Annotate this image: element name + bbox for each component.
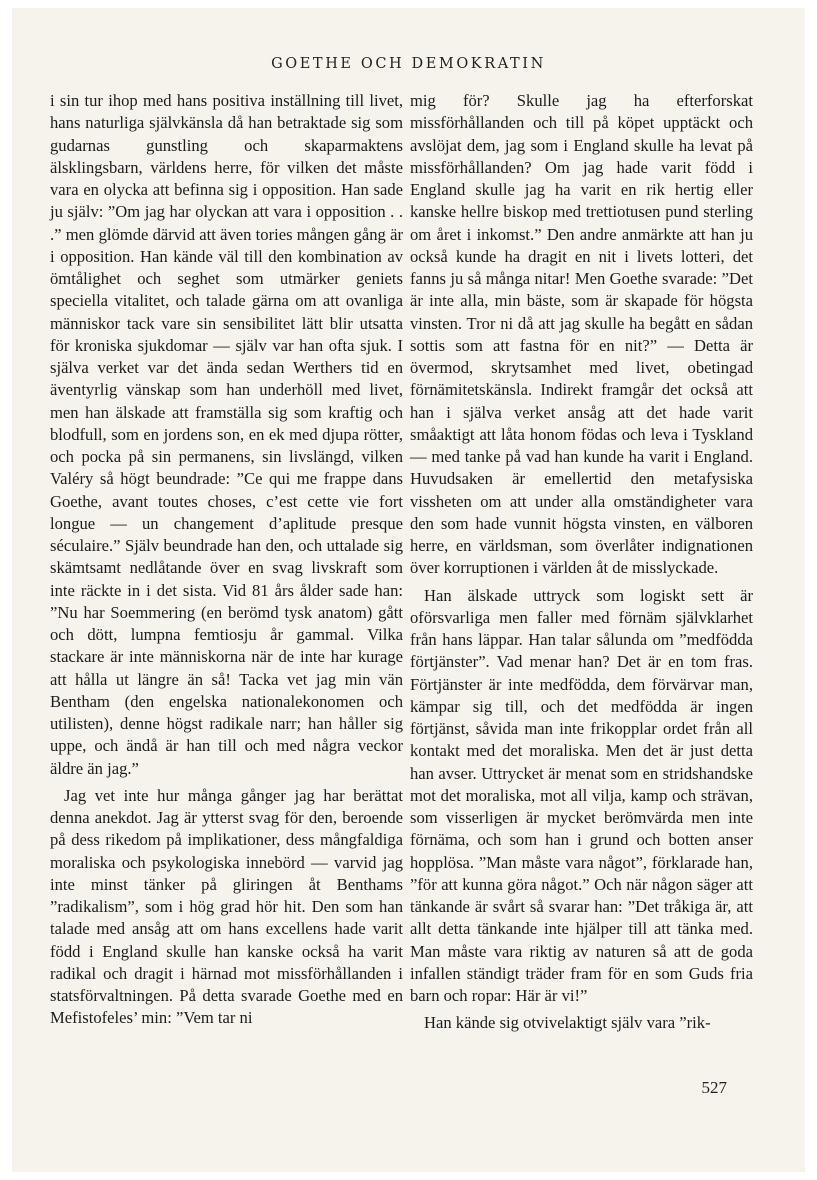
left-column bbox=[50, 90, 403, 1030]
paragraph: i sin tur ihop med hans positiva inställning till livet, hans naturliga självkänsla då han betraktade sig som gudarnas gunstling och skaparmaktens älsklingsbarn, världens herre, för vilken det måste vara en olycka att befinna sig i opposition. Han sade ju själv: ”Om jag har olyckan att vara i opposition . . .” men glömde därvid att även tories mången gång är i opposition. Han kände väl till den kombination av ömtålighet och seghet som utmärker geniets speciella vitalitet, och talade gärna om att ovanliga människor tack vare sin sensibilitet lätt blir utsatta för kroniska sjukdomar — själv var han ofta sjuk. I själva verket var det ända sedan Werthers tid en äventyrlig vänskap som han underhöll med livet, men han älskade att framställa sig som kraftig och blodfull, som en jordens son, en ek med djupa rötter, och pocka på sin permanens, sin livslängd, vilken Valéry så högt beundrade: ”Ce qui me frappe dans Goethe, avant toutes choses, c’est cette vie fort longue — un changement d’aplitude presque séculaire.” Själv beundrade han den, och uttalade sig skämtsamt nedlåtande över en svag livskraft som inte räckte in i det sista. Vid 81 års ålder sade han: ”Nu har Soemmering (en berömd tysk anatom) gått och dött, lumpna femtiosju år gammal. Vilka stackare är inte människorna när de inte har kurage att hålla ut längre än så! Tacka vet jag min vän Bentham (den engelska nationalekonomen och utilisten), denne högst radikale narr; han håller sig uppe, och ändå är han till och med några veckor äldre än jag.” bbox=[50, 91, 403, 778]
paragraph: mig för? Skulle jag ha efterforskat missförhållanden och till på köpet upptäckt och avslöjat dem, jag som i England skulle ha levat på missförhållanden? Om jag hade varit född i England skulle jag ha varit en rik hertig eller kanske hellre biskop med trettiotusen pund sterling om året i inkomst.” Den andre anmärkte att han ju också kunde ha dragit en nit i livets lotteri, det fanns ju så många nitar! Men Goethe svarade: ”Det är inte alla, min bäste, som är skapade för högsta vinsten. Tror ni då att jag skulle ha begått en sådan sottis som att fastna för en nit?” — Detta är övermod, skrytsamhet med livet, obetingad förnämitetskänsla. Indirekt framgår det också att han i själva verket ansåg att det hade varit småaktigt att låta honom födas och leva i Tyskland — med tanke på vad han kunde ha varit i England. Huvudsaken är emellertid den metafysiska vissheten om att under alla omständigheter vara den som hade vunnit högsta vinsten, en välboren herre, en världsman, som överlåter indignationen över korruptionen i världen åt de misslyckade. bbox=[410, 91, 753, 578]
paragraph: Jag vet inte hur många gånger jag har berättat denna anekdot. Jag är ytterst svag för den, beroende på dess rikedom på implikationer, dess mångfaldiga moraliska och psykologiska innebörd — varvid jag inte minst tänker på gliringen åt Benthams ”radikalism”, som i hög grad hör hit. Den som han talade med ansåg att om hans excellens hade varit född i England skulle han kanske också ha varit radikal och dragit i härnad mot missförhållanden i statsförvaltningen. På detta svarade Goethe med en Mefistofeles’ min: ”Vem tar ni bbox=[50, 785, 403, 1028]
paragraph: Han kände sig otvivelaktigt själv vara ”rik- bbox=[424, 1013, 711, 1033]
paragraph: Han älskade uttryck som logiskt sett är oförsvarliga men faller med förnäm självklarhet från hans läppar. Han talar sålunda om ”medfödda förtjänster”. Vad menar han? Det är en tom fras. Förtjänster är inte medfödda, dem förvärvar man, kämpar sig till, och det medfödda är ingen förtjänst, såvida man inte frikopplar ordet från all kontakt med det moraliska. Men det är just detta han avser. Uttrycket är menat som en stridshandske mot det moraliska, mot all vilja, kamp och strävan, som visserligen är mycket berömvärda men inte förnäma, och som han i grund och botten anser hopplösa. ”Man måste vara något”, förklarade han, ”för att kunna göra något.” Och när någon säger att tänkande är svårt så svarar han: ”Det tråkiga är, att allt detta tänkande inte hjälper till att tänka med. Man måste vara riktig av naturen så att de goda infallen ständigt träder fram för en som Guds fria barn och ropar: Här är vi!” bbox=[410, 585, 753, 1005]
right-column bbox=[410, 90, 753, 1035]
running-head: GOETHE OCH DEMOKRATIN bbox=[271, 56, 546, 72]
page-number: 527 bbox=[701, 1078, 727, 1097]
book-page bbox=[12, 8, 805, 1172]
